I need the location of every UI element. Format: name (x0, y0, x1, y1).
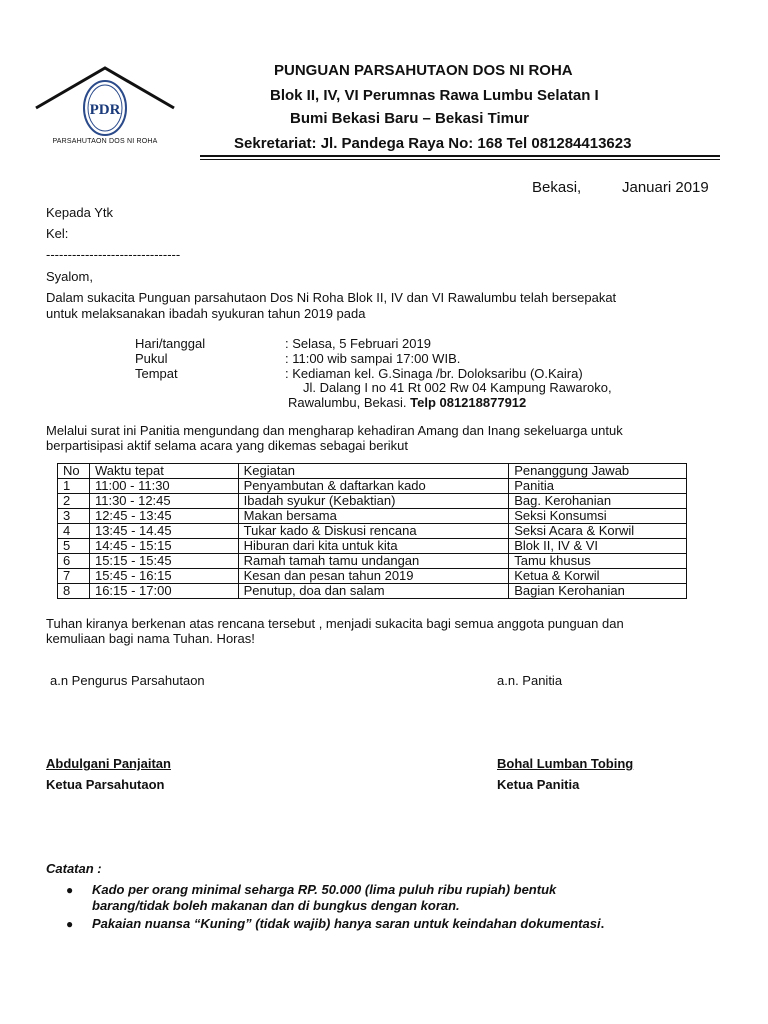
time-value: : 11:00 wib sampai 17:00 WIB. (285, 351, 461, 366)
header-rule-thin (200, 159, 720, 160)
schedule-cell-time: 14:45 - 15:15 (89, 539, 238, 554)
place-label: Tempat (135, 366, 178, 381)
schedule-row (58, 554, 687, 569)
schedule-header-number: No (58, 464, 90, 479)
note-item-2-end: . (600, 916, 605, 931)
schedule-cell-number: 5 (58, 539, 90, 554)
schedule-cell-time: 13:45 - 14.45 (89, 524, 238, 539)
schedule-cell-responsible: Bagian Kerohanian (509, 584, 687, 599)
day-value: : Selasa, 5 Februari 2019 (285, 336, 431, 351)
logo-caption: PARSAHUTAON DOS NI ROHA (52, 138, 158, 145)
logo-initials: PDR (89, 102, 121, 118)
address-line-1: Blok II, IV, VI Perumnas Rawa Lumbu Selatan I (270, 87, 599, 104)
recipient-family: Kel: (46, 226, 69, 241)
left-signatory-title: Ketua Parsahutaon (46, 777, 165, 792)
schedule-cell-number: 1 (58, 479, 90, 494)
schedule-cell-activity: Tukar kado & Diskusi rencana (238, 524, 509, 539)
intro-line-2: untuk melaksanakan ibadah syukuran tahun 2019 pada (46, 306, 366, 321)
schedule-cell-time: 12:45 - 13:45 (89, 509, 238, 524)
address-line-2: Bumi Bekasi Baru – Bekasi Timur (290, 110, 529, 127)
closing-line-2: kemuliaan bagi nama Tuhan. Horas! (46, 631, 255, 646)
right-signatory-title: Ketua Panitia (497, 777, 580, 792)
bullet-icon: ● (66, 917, 74, 931)
schedule-cell-activity: Ramah tamah tamu undangan (238, 554, 509, 569)
header-rule-thick (200, 155, 720, 157)
invitation-line-2: berpartisipasi aktif selama acara yang dikemas sebagai berikut (46, 438, 409, 453)
schedule-cell-number: 8 (58, 584, 90, 599)
org-name: PUNGUAN PARSAHUTAON DOS NI ROHA (274, 62, 573, 79)
schedule-cell-activity: Penyambutan & daftarkan kado (238, 479, 509, 494)
closing-line-1: Tuhan kiranya berkenan atas rencana tersebut , menjadi sukacita bagi semua anggota punguan dan (46, 616, 624, 631)
schedule-cell-time: 11:00 - 11:30 (89, 479, 238, 494)
schedule-cell-number: 4 (58, 524, 90, 539)
schedule-cell-responsible: Seksi Acara & Korwil (509, 524, 687, 539)
invitation-line-1: Melalui surat ini Panitia mengundang dan mengharap kehadiran Amang dan Inang sekeluarga untuk (46, 423, 623, 438)
schedule-row (58, 539, 687, 554)
schedule-row (58, 584, 687, 599)
schedule-cell-responsible: Tamu khusus (509, 554, 687, 569)
place-value: : Kediaman kel. G.Sinaga /br. Doloksaribu (O.Kaira) (285, 366, 583, 381)
schedule-cell-responsible: Ketua & Korwil (509, 569, 687, 584)
schedule-cell-time: 15:45 - 16:15 (89, 569, 238, 584)
place-address: Jl. Dalang I no 41 Rt 002 Rw 04 Kampung Rawaroko, (303, 380, 612, 395)
schedule-row (58, 479, 687, 494)
date-place: Bekasi, (532, 179, 582, 196)
left-signatory-name: Abdulgani Panjaitan (46, 756, 171, 771)
schedule-cell-activity: Kesan dan pesan tahun 2019 (238, 569, 509, 584)
schedule-table (57, 463, 687, 599)
schedule-header-activity: Kegiatan (238, 464, 509, 479)
recipient-blank: ------------------------------- (46, 247, 181, 262)
schedule-header-responsible: Penanggung Jawab (509, 464, 687, 479)
schedule-header-row (58, 464, 687, 479)
recipient-to: Kepada Ytk (46, 205, 113, 220)
date-value: Januari 2019 (622, 179, 709, 196)
note-item-1-line-2: barang/tidak boleh makanan dan di bungkus dengan koran. (92, 898, 460, 913)
schedule-cell-number: 2 (58, 494, 90, 509)
schedule-cell-number: 6 (58, 554, 90, 569)
schedule-cell-number: 3 (58, 509, 90, 524)
schedule-header-time: Waktu tepat (89, 464, 238, 479)
time-label: Pukul (135, 351, 168, 366)
note-item-2-text: Pakaian nuansa “Kuning” (tidak wajib) hanya saran untuk keindahan dokumentasi (92, 916, 601, 931)
schedule-cell-time: 11:30 - 12:45 (89, 494, 238, 509)
schedule-cell-responsible: Blok II, IV & VI (509, 539, 687, 554)
place-city (288, 395, 526, 411)
schedule-cell-activity: Makan bersama (238, 509, 509, 524)
place-phone: Telp 081218877912 (410, 395, 527, 410)
note-item-2 (92, 916, 604, 932)
right-on-behalf: a.n. Panitia (497, 673, 563, 688)
notes-heading: Catatan : (46, 861, 102, 876)
intro-line-1: Dalam sukacita Punguan parsahutaon Dos Ni Roha Blok II, IV dan VI Rawalumbu telah bersepakat (46, 290, 617, 305)
secretariat-line: Sekretariat: Jl. Pandega Raya No: 168 Tel 081284413623 (234, 135, 632, 152)
schedule-cell-time: 16:15 - 17:00 (89, 584, 238, 599)
schedule-row (58, 524, 687, 539)
bullet-icon: ● (66, 883, 74, 897)
place-city-text: Rawalumbu, Bekasi. (288, 395, 407, 410)
schedule-row (58, 569, 687, 584)
right-signatory-name: Bohal Lumban Tobing (497, 756, 634, 771)
schedule-cell-number: 7 (58, 569, 90, 584)
schedule-cell-responsible: Panitia (509, 479, 687, 494)
schedule-cell-responsible: Seksi Konsumsi (509, 509, 687, 524)
schedule-row (58, 509, 687, 524)
schedule-cell-activity: Hiburan dari kita untuk kita (238, 539, 509, 554)
schedule-cell-activity: Penutup, doa dan salam (238, 584, 509, 599)
schedule-cell-activity: Ibadah syukur (Kebaktian) (238, 494, 509, 509)
greeting: Syalom, (46, 269, 93, 284)
schedule-cell-time: 15:15 - 15:45 (89, 554, 238, 569)
schedule-cell-responsible: Bag. Kerohanian (509, 494, 687, 509)
left-on-behalf: a.n Pengurus Parsahutaon (50, 673, 205, 688)
day-label: Hari/tanggal (135, 336, 206, 351)
schedule-row (58, 494, 687, 509)
note-item-1-line-1: Kado per orang minimal seharga RP. 50.000 (lima puluh ribu rupiah) bentuk (92, 882, 557, 897)
